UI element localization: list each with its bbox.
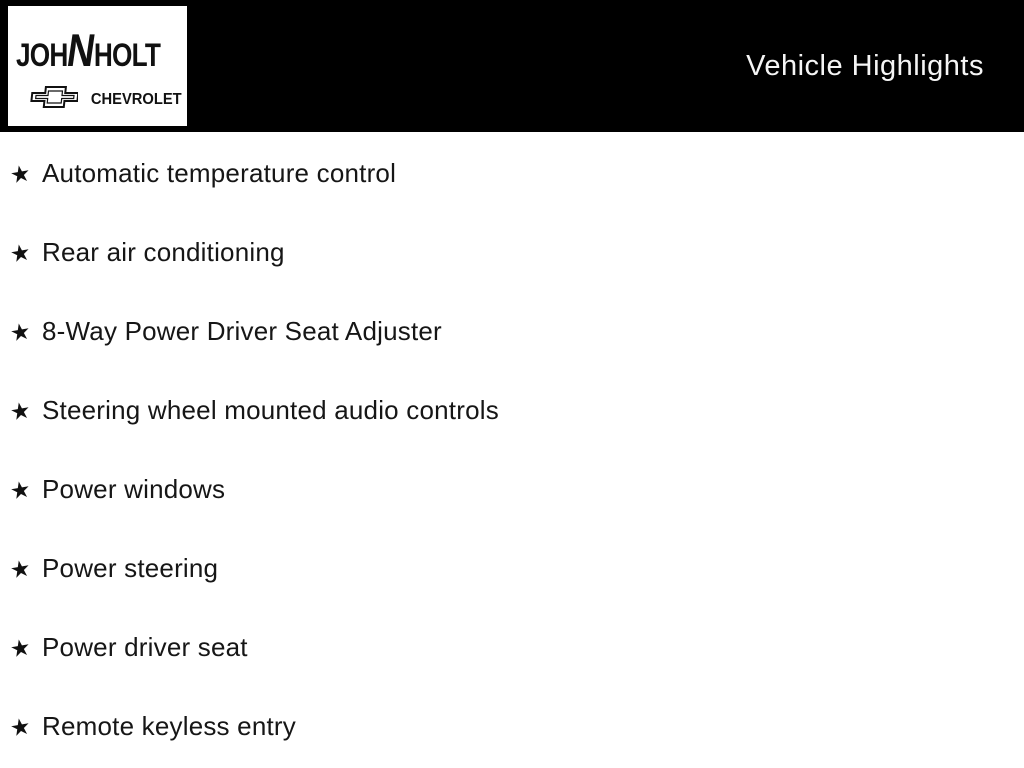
star-bullet-icon: ★: [7, 475, 33, 505]
feature-label: Power steering: [42, 553, 219, 583]
feature-label: Remote keyless entry: [42, 711, 296, 741]
vehicle-feature-list: [0, 132, 1024, 766]
feature-label: Steering wheel mounted audio controls: [42, 395, 499, 425]
chevrolet-bowtie-icon: [30, 86, 78, 113]
page-title: Vehicle Highlights: [746, 49, 984, 82]
star-bullet-icon: ★: [7, 554, 33, 584]
star-bullet-icon: ★: [7, 633, 33, 663]
list-item: [7, 371, 1024, 450]
feature-label: Power driver seat: [42, 632, 248, 662]
star-bullet-icon: ★: [7, 159, 33, 189]
header-bar: [0, 0, 1024, 132]
list-item: [7, 292, 1024, 371]
list-item: [7, 608, 1024, 687]
list-item: [7, 529, 1024, 608]
list-item: [7, 134, 1024, 213]
list-item: [7, 213, 1024, 292]
list-item: [7, 450, 1024, 529]
dealer-logo-bottom: [30, 86, 182, 113]
dealer-name-right: HOLT: [93, 37, 161, 73]
feature-label: Rear air conditioning: [42, 237, 285, 267]
feature-label: Power windows: [42, 474, 226, 504]
dealer-name: JOHNHOLT: [16, 24, 161, 76]
dealer-name-left: JOH: [16, 37, 68, 73]
feature-label: 8-Way Power Driver Seat Adjuster: [42, 316, 442, 346]
star-bullet-icon: ★: [7, 317, 33, 347]
star-bullet-icon: ★: [7, 396, 33, 426]
list-item: [7, 687, 1024, 766]
dealer-logo: [8, 6, 187, 126]
feature-label: Automatic temperature control: [42, 158, 397, 188]
star-bullet-icon: ★: [7, 712, 33, 742]
dealer-brand-text: CHEVROLET: [91, 90, 182, 108]
star-bullet-icon: ★: [7, 238, 33, 268]
